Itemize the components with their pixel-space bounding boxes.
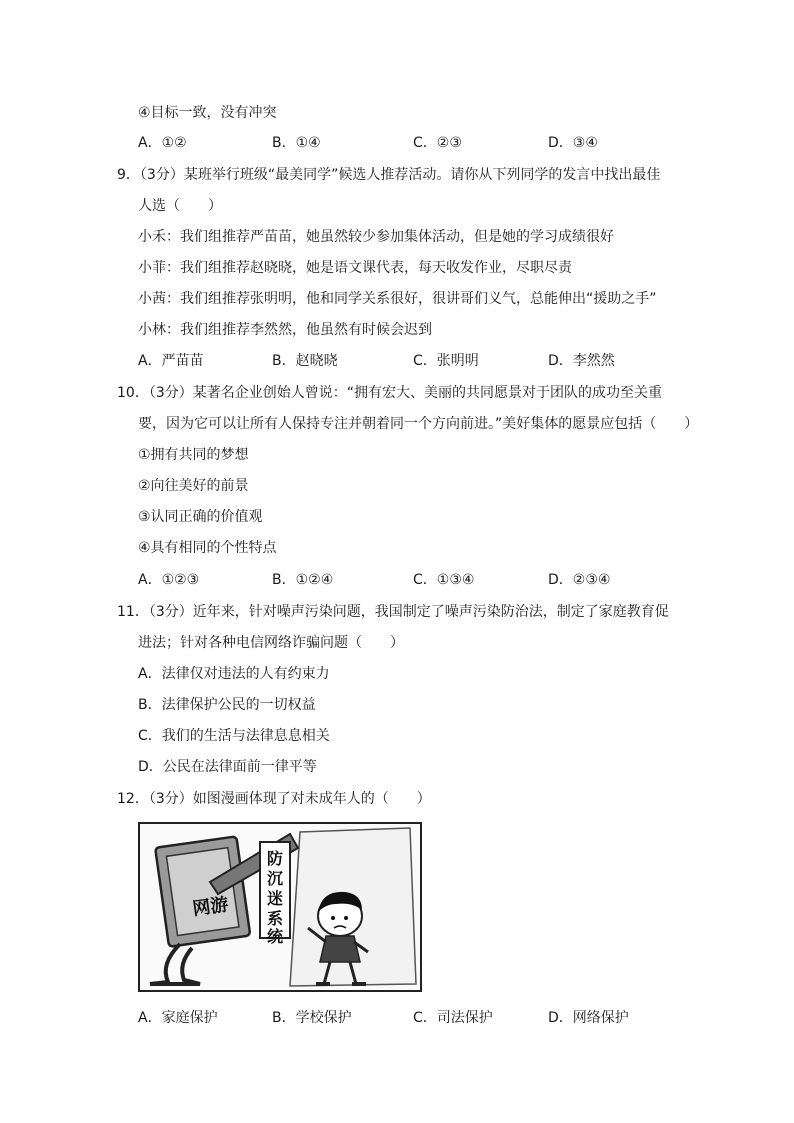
banner-char-2: 沉 bbox=[267, 869, 284, 888]
cartoon-screen-text: 网游 bbox=[191, 894, 230, 920]
cartoon-drawing bbox=[140, 824, 420, 990]
q9-speech-4: 小林：我们组推荐李然然，他虽然有时候会迟到 bbox=[138, 322, 432, 338]
q10-option-b[interactable]: B．①②④ bbox=[272, 572, 334, 588]
q10-stem-line1: 10．（3分）某著名企业创始人曾说：“拥有宏大、美丽的共同愿景对于团队的成功至关重 bbox=[117, 385, 662, 401]
q10-option-d[interactable]: D．②③④ bbox=[548, 572, 611, 588]
q12-stem: 12．（3分）如图漫画体现了对未成年人的（ ） bbox=[117, 791, 431, 807]
q9-option-a[interactable]: A．严苗苗 bbox=[138, 353, 204, 369]
q10-stem-line2: 要，因为它可以让所有人保持专注并朝着同一个方向前进。”美好集体的愿景应包括（ ） bbox=[138, 416, 699, 432]
q11-option-d[interactable]: D．公民在法律面前一律平等 bbox=[138, 759, 317, 775]
q10-item-2: ②向往美好的前景 bbox=[138, 478, 249, 494]
q12-option-d[interactable]: D．网络保护 bbox=[548, 1010, 629, 1026]
q12-option-a[interactable]: A．家庭保护 bbox=[138, 1010, 218, 1026]
q12-option-b[interactable]: B．学校保护 bbox=[272, 1010, 352, 1026]
q9-speech-2: 小菲：我们组推荐赵晓晓，她是语文课代表，每天收发作业，尽职尽责 bbox=[138, 260, 572, 276]
q9-option-b[interactable]: B．赵晓晓 bbox=[272, 353, 338, 369]
banner-char-4: 系 bbox=[267, 909, 284, 928]
q8-option-c[interactable]: C．②③ bbox=[413, 135, 462, 151]
q11-option-a[interactable]: A．法律仅对违法的人有约束力 bbox=[138, 666, 330, 682]
q11-option-b[interactable]: B．法律保护公民的一切权益 bbox=[138, 697, 316, 713]
q12-cartoon-image bbox=[138, 822, 422, 992]
q11-stem-line2: 进法；针对各种电信网络诈骗问题（ ） bbox=[138, 635, 404, 651]
banner-char-1: 防 bbox=[267, 849, 284, 868]
q8-option-a[interactable]: A．①② bbox=[138, 135, 187, 151]
banner-char-5: 统 bbox=[267, 927, 284, 946]
q11-stem-line1: 11．（3分）近年来，针对噪声污染问题，我国制定了噪声污染防治法，制定了家庭教育促 bbox=[117, 604, 669, 620]
q8-item-4: ④目标一致，没有冲突 bbox=[138, 105, 277, 121]
q12-option-c[interactable]: C．司法保护 bbox=[413, 1010, 493, 1026]
q9-option-c[interactable]: C．张明明 bbox=[413, 353, 479, 369]
q9-stem-line2: 人选（ ） bbox=[138, 198, 222, 214]
q10-item-4: ④具有相同的个性特点 bbox=[138, 540, 277, 556]
q9-speech-3: 小茜：我们组推荐张明明，他和同学关系很好，很讲哥们义气，总能伸出“援助之手” bbox=[138, 291, 657, 307]
q10-item-1: ①拥有共同的梦想 bbox=[138, 447, 249, 463]
q10-option-a[interactable]: A．①②③ bbox=[138, 572, 200, 588]
q9-stem-line1: 9．（3分）某班举行班级“最美同学”候选人推荐活动。请你从下列同学的发言中找出最佳 bbox=[117, 167, 661, 183]
q8-option-d[interactable]: D．③④ bbox=[548, 135, 598, 151]
q10-option-c[interactable]: C．①③④ bbox=[413, 572, 475, 588]
q8-option-b[interactable]: B．①④ bbox=[272, 135, 321, 151]
q10-item-3: ③认同正确的价值观 bbox=[138, 509, 263, 525]
banner-char-3: 迷 bbox=[267, 889, 284, 908]
q9-speech-1: 小禾：我们组推荐严苗苗，她虽然较少参加集体活动，但是她的学习成绩很好 bbox=[138, 229, 614, 245]
q9-option-d[interactable]: D．李然然 bbox=[548, 353, 615, 369]
q11-option-c[interactable]: C．我们的生活与法律息息相关 bbox=[138, 728, 330, 744]
